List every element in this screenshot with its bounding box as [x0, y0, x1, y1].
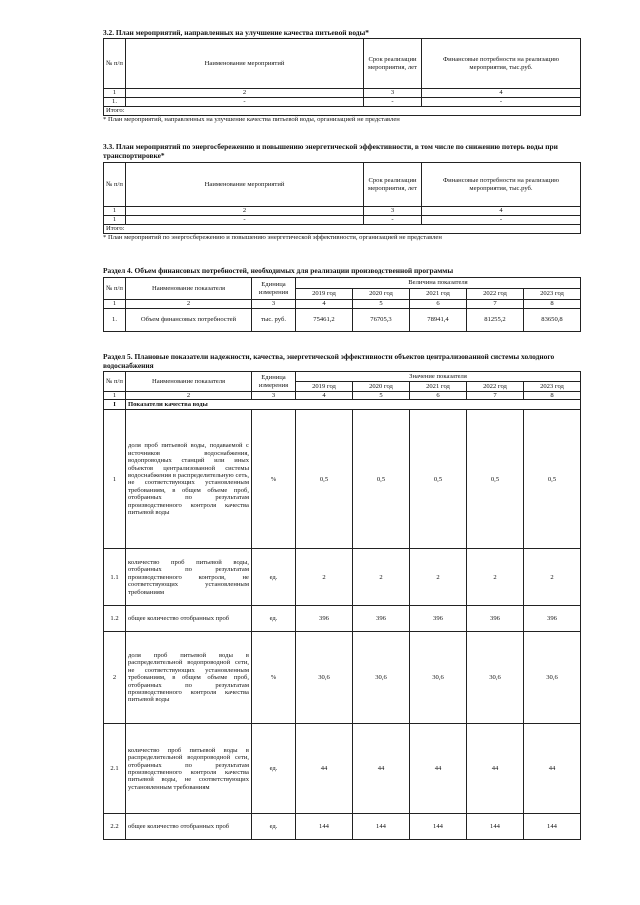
row-finance: - — [422, 216, 581, 225]
header-group: Значение показателя — [296, 372, 581, 382]
row-num: 1.1 — [104, 549, 126, 606]
index-cell: 2 — [126, 392, 252, 400]
row-num: 1. — [104, 98, 126, 107]
row-num: 1. — [104, 309, 126, 332]
section-5 — [103, 352, 581, 840]
section-5-title: Раздел 5. Плановые показатели надежности, качества, энергетической эффективности объектов централизованной системы холодного водоснабжения — [103, 352, 555, 370]
value-cell: 0,5 — [296, 410, 353, 549]
value-cell: 2 — [524, 549, 581, 606]
value-cell: 30,6 — [296, 632, 353, 724]
row-num: 1 — [104, 216, 126, 225]
section-num: I — [104, 400, 126, 410]
year-header: 2021 год — [410, 382, 467, 392]
value-cell: 144 — [353, 814, 410, 840]
row-term: - — [364, 98, 422, 107]
value-cell: 30,6 — [410, 632, 467, 724]
value-cell: 144 — [296, 814, 353, 840]
table-3-3 — [103, 162, 581, 234]
value-cell: 30,6 — [467, 632, 524, 724]
value-cell: 396 — [524, 606, 581, 632]
value-cell: 144 — [467, 814, 524, 840]
index-cell: 3 — [252, 392, 296, 400]
year-header: 2023 год — [524, 382, 581, 392]
index-cell: 4 — [422, 89, 581, 98]
value-cell: 396 — [467, 606, 524, 632]
index-cell: 2 — [126, 89, 364, 98]
year-header: 2019 год — [296, 382, 353, 392]
year-header: 2023 год — [524, 289, 581, 300]
row-unit: ед. — [252, 724, 296, 814]
row-num: 1 — [104, 410, 126, 549]
row-name: количество проб питьевой воды, отобранных по результатам производственного контроля, не соответствующих установленным требованиям — [126, 549, 252, 606]
section-4-title: Раздел 4. Объем финансовых потребностей, необходимых для реализации производственной программы — [103, 266, 454, 275]
index-cell: 3 — [252, 300, 296, 309]
index-cell: 4 — [422, 207, 581, 216]
index-cell: 5 — [353, 300, 410, 309]
header-name: Наименование мероприятий — [126, 163, 364, 207]
index-cell: 1 — [104, 392, 126, 400]
value-cell: 2 — [467, 549, 524, 606]
header-unit: Единица измерения — [252, 278, 296, 300]
year-header: 2020 год — [353, 289, 410, 300]
value-cell: 0,5 — [410, 410, 467, 549]
index-cell: 7 — [467, 392, 524, 400]
value-cell: 76705,3 — [353, 309, 410, 332]
index-cell: 7 — [467, 300, 524, 309]
header-unit: Единица измерения — [252, 372, 296, 392]
value-cell: 396 — [296, 606, 353, 632]
header-term: Срок реализации мероприятия, лет — [364, 163, 422, 207]
table-5 — [103, 371, 581, 840]
value-cell: 144 — [524, 814, 581, 840]
header-name: Наименование показателя — [126, 278, 252, 300]
row-unit: ед. — [252, 606, 296, 632]
year-header: 2022 год — [467, 382, 524, 392]
index-cell: 8 — [524, 300, 581, 309]
year-header: 2021 год — [410, 289, 467, 300]
index-cell: 5 — [353, 392, 410, 400]
value-cell: 44 — [467, 724, 524, 814]
year-header: 2020 год — [353, 382, 410, 392]
total-row: Итого: — [104, 107, 581, 116]
header-finance: Финансовые потребности на реализацию мероприятия, тыс.руб. — [422, 39, 581, 89]
row-name: количество проб питьевой воды в распределительной водопроводной сети, отобранных по результатам производственного контроля качества питьевой воды, не соответствующих установленным требованиям — [126, 724, 252, 814]
row-num: 1.2 — [104, 606, 126, 632]
header-num: № п/п — [104, 278, 126, 300]
section-3-3 — [103, 142, 581, 242]
total-row: Итого: — [104, 225, 581, 234]
section-4 — [103, 266, 581, 332]
value-cell: 2 — [410, 549, 467, 606]
value-cell: 2 — [353, 549, 410, 606]
table-4 — [103, 277, 581, 332]
value-cell: 396 — [353, 606, 410, 632]
value-cell: 44 — [353, 724, 410, 814]
header-num: № п/п — [104, 372, 126, 392]
value-cell: 144 — [410, 814, 467, 840]
index-cell: 2 — [126, 207, 364, 216]
row-finance: - — [422, 98, 581, 107]
row-name: общее количество отобранных проб — [126, 606, 252, 632]
index-cell: 6 — [410, 300, 467, 309]
row-num: 2 — [104, 632, 126, 724]
row-name: - — [126, 98, 364, 107]
value-cell: 44 — [296, 724, 353, 814]
index-cell: 2 — [126, 300, 252, 309]
value-cell: 44 — [524, 724, 581, 814]
row-unit: тыс. руб. — [252, 309, 296, 332]
index-cell: 8 — [524, 392, 581, 400]
index-cell: 3 — [364, 207, 422, 216]
value-cell: 0,5 — [467, 410, 524, 549]
header-term: Срок реализации мероприятия, лет — [364, 39, 422, 89]
index-cell: 1 — [104, 300, 126, 309]
header-name: Наименование показателя — [126, 372, 252, 392]
year-header: 2022 год — [467, 289, 524, 300]
section-3-2-title: 3.2. План мероприятий, направленных на улучшение качества питьевой воды* — [103, 28, 370, 37]
index-cell: 4 — [296, 392, 353, 400]
value-cell: 78941,4 — [410, 309, 467, 332]
section-3-2 — [103, 28, 581, 124]
row-term: - — [364, 216, 422, 225]
row-unit: % — [252, 632, 296, 724]
value-cell: 2 — [296, 549, 353, 606]
index-cell: 4 — [296, 300, 353, 309]
value-cell: 0,5 — [524, 410, 581, 549]
row-unit: ед. — [252, 549, 296, 606]
index-cell: 3 — [364, 89, 422, 98]
year-header: 2019 год — [296, 289, 353, 300]
index-cell: 1 — [104, 207, 126, 216]
table-3-2 — [103, 38, 581, 116]
row-name: доля проб питьевой воды в распределительной водопроводной сети, не соответствующих установленным требованиям, в общем объеме проб, отобранных по результатам производственного контроля качества питьевой воды — [126, 632, 252, 724]
header-finance: Финансовые потребности на реализацию мероприятия, тыс.руб. — [422, 163, 581, 207]
header-group: Величина показателя — [296, 278, 581, 289]
value-cell: 83650,8 — [524, 309, 581, 332]
value-cell: 75461,2 — [296, 309, 353, 332]
value-cell: 44 — [410, 724, 467, 814]
row-unit: ед. — [252, 814, 296, 840]
value-cell: 0,5 — [353, 410, 410, 549]
value-cell: 396 — [410, 606, 467, 632]
row-num: 2.1 — [104, 724, 126, 814]
row-name: Объем финансовых потребностей — [126, 309, 252, 332]
value-cell: 30,6 — [353, 632, 410, 724]
header-name: Наименование мероприятий — [126, 39, 364, 89]
value-cell: 30,6 — [524, 632, 581, 724]
header-num: № п/п — [104, 163, 126, 207]
row-name: доля проб питьевой воды, подаваемой с источников водоснабжения, водопроводных станций или иных объектов централизованной системы водоснабжения в распределительную сеть, не соответствующих установленным требованиям, в общем объеме проб, отобранных по результатам производственного контроля качества питьевой воды — [126, 410, 252, 549]
section-3-3-title: 3.3. План мероприятий по энергосбережению и повышению энергетической эффективности, в том числе по снижению потерь воды при транспортировке* — [103, 142, 558, 160]
header-num: № п/п — [104, 39, 126, 89]
footnote: * План мероприятий, направленных на улучшение качества питьевой воды, организацией не представлен — [103, 116, 400, 123]
row-name: - — [126, 216, 364, 225]
value-cell: 81255,2 — [467, 309, 524, 332]
index-cell: 6 — [410, 392, 467, 400]
row-name: общее количество отобранных проб — [126, 814, 252, 840]
footnote: * План мероприятий по энергосбережению и повышению энергетической эффективности, организацией не представлен — [103, 234, 442, 241]
row-num: 2.2 — [104, 814, 126, 840]
index-cell: 1 — [104, 89, 126, 98]
row-unit: % — [252, 410, 296, 549]
section-heading: Показатели качества воды — [126, 400, 581, 410]
